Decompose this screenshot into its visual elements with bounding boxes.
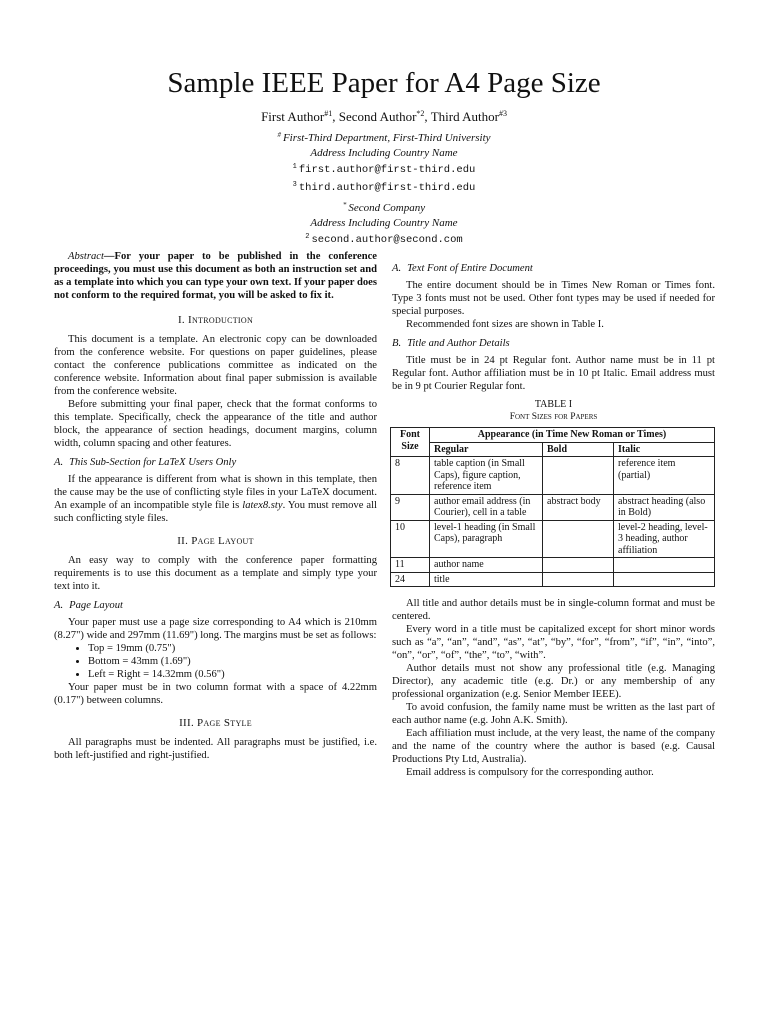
table-cell: level-2 heading, level-3 heading, author affiliation bbox=[614, 520, 715, 558]
paragraph: Every word in a title must be capitalized except for short minor words such as “a”, “an”, “and”, “as”, “at”, “by”, “for”, “from”, “if”, “in”, “into”, “on”, “or”, “of”, “the”, “to”, “with”. bbox=[392, 624, 715, 661]
paragraph: All paragraphs must be indented. All paragraphs must be justified, i.e. both left-justified and right-justified. bbox=[54, 737, 377, 761]
subsection-number: A. bbox=[54, 457, 64, 468]
abstract-text: For your paper to be published in the conference proceedings, you must use this document as both an instruction set and as a template into which you can type your own text. If your paper does not conform to the required format, you will be asked to fix it. bbox=[54, 251, 377, 301]
table-cell bbox=[614, 558, 715, 573]
affiliation-company: Second Company bbox=[348, 202, 426, 214]
table-cell: 24 bbox=[391, 572, 430, 587]
subsection-title: This Sub-Section for LaTeX Users Only bbox=[69, 457, 237, 468]
section-heading: I. Introduction bbox=[177, 314, 254, 326]
section-heading: III. Page Style bbox=[179, 717, 252, 729]
table-cell bbox=[543, 520, 614, 558]
right-column bbox=[392, 250, 715, 779]
subsection-heading bbox=[54, 456, 377, 469]
paragraph: Your paper must use a page size corresponding to A4 which is 210mm (8.27") wide and 297mm (11.69") long. The margins must be set as follows: bbox=[54, 617, 377, 641]
paragraph: Author details must not show any professional title (e.g. Managing Director), any academic title (e.g. Dr.) or any membership of any professional organization (e.g. Senior Member IEEE). bbox=[392, 663, 715, 700]
affiliation-second bbox=[0, 198, 768, 216]
table-row bbox=[391, 494, 715, 520]
author-name: Second Author bbox=[338, 109, 417, 124]
abstract bbox=[54, 250, 377, 302]
paragraph bbox=[54, 473, 377, 525]
table-header-size: Font Size bbox=[391, 428, 430, 457]
author-mark: #1 bbox=[324, 109, 333, 118]
table-row bbox=[391, 572, 715, 587]
paragraph: The entire document should be in Times New Roman or Times font. Type 3 fonts must not be used. Other font types may be used if needed for special purposes. bbox=[392, 280, 715, 317]
table-header-appearance: Appearance (in Time New Roman or Times) bbox=[430, 428, 715, 443]
table-cell: 8 bbox=[391, 457, 430, 495]
table-cell: author name bbox=[430, 558, 543, 573]
font-size-table bbox=[390, 427, 715, 587]
margin-list bbox=[54, 642, 377, 681]
paragraph: This document is a template. An electronic copy can be downloaded from the conference website. For questions on paper guidelines, please contact the conference publications committee as indicated on the conference website. Information about final paper submission is available from the conference website. bbox=[54, 334, 377, 397]
paragraph: To avoid confusion, the family name must be written as the last part of each author name (e.g. John A.K. Smith). bbox=[392, 702, 715, 726]
email-text: third.author@first-third.edu bbox=[298, 181, 476, 194]
affiliation-dept: First-Third Department, First-Third University bbox=[282, 132, 491, 144]
paragraph: Title must be in 24 pt Regular font. Author name must be in 11 pt Regular font. Author affiliation must be in 10 pt Italic. Email address must be in 9 pt Courier Regular font. bbox=[392, 355, 715, 392]
list-item: • Left = Right = 14.32mm (0.56") bbox=[88, 668, 377, 681]
affiliation-first bbox=[0, 128, 768, 146]
subsection-heading bbox=[392, 262, 715, 275]
email-text: second.author@second.com bbox=[311, 234, 463, 246]
table-label: TABLE I bbox=[534, 399, 573, 410]
author-mark: #3 bbox=[498, 109, 507, 118]
table-cell: abstract body bbox=[543, 494, 614, 520]
subsection-heading bbox=[392, 337, 715, 350]
abstract-label: Abstract bbox=[68, 251, 104, 262]
author-name: First Author bbox=[261, 109, 325, 124]
paragraph: All title and author details must be in single-column format and must be centered. bbox=[392, 598, 715, 622]
style-file-name: latex8.sty bbox=[242, 500, 283, 511]
paper-title: Sample IEEE Paper for A4 Page Size bbox=[167, 67, 601, 99]
table-cell bbox=[543, 457, 614, 495]
author-mark: *2 bbox=[416, 109, 425, 118]
subsection-title: Page Layout bbox=[69, 600, 123, 611]
table-header-bold: Bold bbox=[543, 442, 614, 457]
subsection-number: B. bbox=[392, 338, 402, 349]
list-item: • Top = 19mm (0.75") bbox=[88, 642, 377, 655]
subsection-heading bbox=[54, 599, 377, 612]
table-row bbox=[391, 520, 715, 558]
paragraph-text: If the appearance is different from what is shown in this template, then the cause may be the use of conflicting style files in your LaTeX document. An example of an incompatible style file is bbox=[54, 474, 377, 511]
subsection-number: A. bbox=[54, 600, 64, 611]
paragraph: Recommended font sizes are shown in Table I. bbox=[406, 319, 604, 330]
affiliation-mark: * bbox=[342, 201, 347, 209]
author-email bbox=[0, 230, 768, 248]
email-text: first.author@first-third.edu bbox=[298, 164, 476, 176]
table-cell bbox=[543, 558, 614, 573]
paragraph: Your paper must be in two column format with a space of 4.22mm (0.17") between columns. bbox=[54, 682, 377, 706]
paragraph: An easy way to comply with the conference paper formatting requirements is to use this document as a template and simply type your text into it. bbox=[54, 555, 377, 592]
affiliation-address: Address Including Country Name bbox=[310, 146, 458, 159]
table-caption bbox=[392, 399, 715, 423]
table-row bbox=[391, 558, 715, 573]
table-cell: 9 bbox=[391, 494, 430, 520]
table-cell: 11 bbox=[391, 558, 430, 573]
table-cell: 10 bbox=[391, 520, 430, 558]
section-heading: II. Page Layout bbox=[177, 535, 254, 547]
left-column bbox=[54, 250, 377, 762]
subsection-number: A. bbox=[392, 263, 402, 274]
email-mark: 3 bbox=[292, 180, 297, 189]
table-header-row bbox=[391, 442, 715, 457]
paragraph: Email address is compulsory for the corresponding author. bbox=[406, 767, 654, 778]
table-header-italic: Italic bbox=[614, 442, 715, 457]
author-name: Third Author bbox=[430, 109, 499, 124]
paragraph: Each affiliation must include, at the very least, the name of the company and the name of the country where the author is based (e.g. Causal Productions Pty Ltd, Australia). bbox=[392, 728, 715, 765]
list-item: • Bottom = 43mm (1.69") bbox=[88, 655, 377, 668]
table-cell bbox=[614, 572, 715, 587]
subsection-title: Title and Author Details bbox=[407, 338, 510, 349]
affiliation-mark: # bbox=[277, 131, 281, 139]
author-line: First Author$^{\#1}$, Second Author$^{*2}$, Third Author$^{\#3}$ bbox=[261, 109, 507, 124]
affiliation-address: Address Including Country Name bbox=[310, 216, 458, 229]
table-title: Font Sizes for Papers bbox=[509, 412, 598, 422]
table-cell: abstract heading (also in Bold) bbox=[614, 494, 715, 520]
table-cell bbox=[543, 572, 614, 587]
author-email bbox=[0, 160, 768, 178]
affiliation-block bbox=[0, 128, 768, 248]
subsection-title: Text Font of Entire Document bbox=[407, 263, 533, 274]
author-email bbox=[0, 178, 768, 196]
table-header-row bbox=[391, 428, 715, 443]
email-mark: 1 bbox=[292, 163, 297, 171]
table-row bbox=[391, 457, 715, 495]
paragraph: Before submitting your final paper, check that the format conforms to this template. Specifically, check the appearance of the title and author block, the appearance of section headings, document margins, column width, column spacing and other features. bbox=[54, 399, 377, 449]
email-mark: 2 bbox=[305, 233, 310, 241]
table-header-regular: Regular bbox=[430, 442, 543, 457]
table-cell: level-1 heading (in Small Caps), paragraph bbox=[430, 520, 543, 558]
table-cell: reference item (partial) bbox=[614, 457, 715, 495]
abstract-dash: — bbox=[103, 251, 115, 262]
table-cell: author email address (in Courier), cell in a table bbox=[430, 494, 543, 520]
table-cell: title bbox=[430, 572, 543, 587]
table-cell: table caption (in Small Caps), figure caption, reference item bbox=[430, 457, 543, 495]
paragraph-text: . You must remove all such conflicting style files. bbox=[54, 500, 377, 524]
